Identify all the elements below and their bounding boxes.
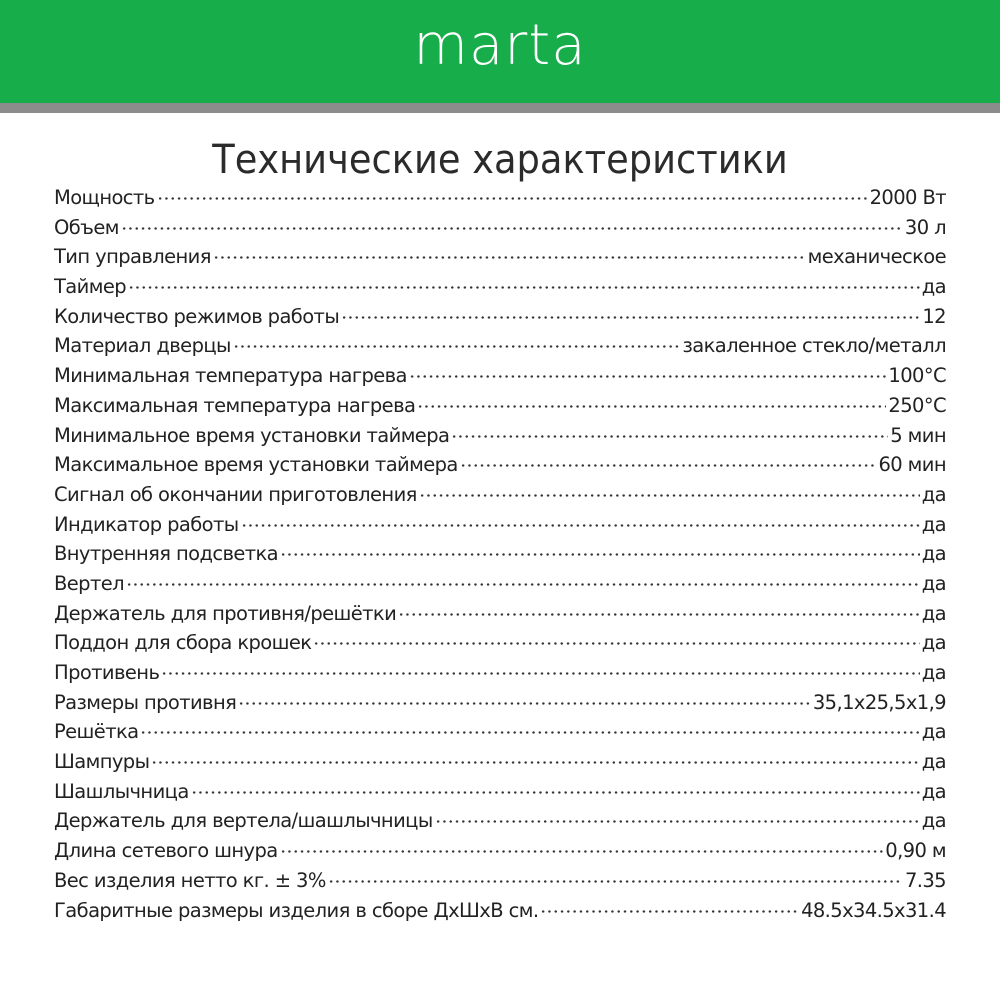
- dot-leader: [191, 791, 920, 794]
- spec-row: [54, 424, 946, 454]
- spec-row: [54, 186, 946, 216]
- spec-label: Вертел: [54, 571, 124, 595]
- spec-label: Вес изделия нетто кг. ± 3%: [54, 868, 326, 892]
- dot-leader: [238, 702, 811, 705]
- spec-row: [54, 839, 946, 869]
- spec-value: да: [921, 275, 946, 299]
- spec-label: Шашлычница: [54, 779, 189, 803]
- spec-label: Шампуры: [54, 750, 150, 774]
- dot-leader: [435, 820, 920, 823]
- spec-value: 5 мин: [890, 423, 946, 447]
- spec-value: да: [921, 750, 946, 774]
- spec-list: [54, 186, 946, 928]
- spec-label: Минимальная температура нагрева: [54, 364, 407, 388]
- spec-value: 100°C: [888, 364, 946, 388]
- spec-label: Противень: [54, 661, 160, 684]
- dot-leader: [280, 850, 884, 853]
- spec-row: [54, 631, 946, 661]
- dot-leader: [451, 435, 888, 438]
- spec-row: [54, 453, 946, 483]
- spec-label: Минимальное время установки таймера: [54, 423, 450, 447]
- spec-value: да: [921, 482, 946, 506]
- spec-label: Материал дверцы: [54, 334, 231, 358]
- spec-label: Внутренняя подсветка: [54, 542, 279, 566]
- spec-label: Габаритные размеры изделия в сборе ДхШхВ см.: [54, 898, 539, 922]
- dot-leader: [409, 375, 887, 378]
- spec-label: Сигнал об окончании приготовления: [54, 482, 417, 506]
- spec-label: Тип управления: [54, 245, 211, 269]
- spec-value: 35,1x25,5x1,9: [812, 690, 946, 714]
- dot-leader: [157, 197, 868, 200]
- spec-row: [54, 245, 946, 275]
- dot-leader: [540, 910, 799, 913]
- dot-leader: [460, 464, 877, 467]
- spec-row: [54, 750, 946, 780]
- spec-row: [54, 542, 946, 572]
- spec-row: [54, 305, 946, 335]
- dot-leader: [161, 672, 919, 675]
- spec-row: [54, 602, 946, 632]
- spec-label: Держатель для вертела/шашлычницы: [54, 809, 433, 833]
- dot-leader: [213, 256, 806, 259]
- dot-leader: [233, 345, 681, 348]
- spec-row: [54, 275, 946, 305]
- dot-leader: [419, 494, 920, 497]
- spec-row: [54, 334, 946, 364]
- spec-value: 0,90 м: [885, 839, 946, 863]
- dot-leader: [128, 286, 920, 289]
- dot-leader: [241, 524, 920, 527]
- brand-header: [0, 0, 1000, 103]
- page-title: Технические характеристики: [212, 137, 788, 183]
- spec-value: да: [921, 779, 946, 803]
- dot-leader: [341, 316, 920, 319]
- dot-leader: [140, 731, 919, 734]
- spec-value: да: [921, 720, 946, 744]
- spec-row: [54, 216, 946, 246]
- spec-value: 7.35: [904, 868, 946, 892]
- dot-leader: [151, 761, 919, 764]
- spec-row: [54, 691, 946, 721]
- spec-value: да: [921, 631, 946, 655]
- spec-label: Количество режимов работы: [54, 304, 340, 328]
- brand-logo: marta: [413, 13, 587, 78]
- spec-label: Максимальное время установки таймера: [54, 453, 458, 477]
- dot-leader: [417, 405, 886, 408]
- header-divider-stripe: [0, 103, 1000, 113]
- spec-value: 48.5x34.5x31.4: [801, 898, 946, 922]
- spec-row: [54, 661, 946, 691]
- spec-label: Поддон для сбора крошек: [54, 631, 312, 655]
- spec-value: 30 л: [904, 215, 946, 239]
- spec-value: да: [921, 661, 946, 684]
- spec-value: закаленное стекло/металл: [682, 334, 946, 358]
- spec-value: 2000 Вт: [869, 186, 946, 209]
- spec-value: да: [921, 571, 946, 595]
- spec-value: да: [921, 601, 946, 625]
- dot-leader: [126, 583, 920, 586]
- spec-row: [54, 394, 946, 424]
- dot-leader: [313, 642, 919, 645]
- spec-row: [54, 780, 946, 810]
- spec-value: да: [921, 512, 946, 536]
- spec-label: Держатель для противня/решётки: [54, 601, 397, 625]
- spec-label: Длина сетевого шнура: [54, 839, 278, 863]
- spec-label: Объем: [54, 215, 119, 239]
- dot-leader: [121, 227, 903, 230]
- dot-leader: [280, 553, 920, 556]
- spec-value: да: [921, 809, 946, 833]
- spec-row: [54, 809, 946, 839]
- spec-value: 60 мин: [878, 453, 946, 477]
- spec-label: Максимальная температура нагрева: [54, 393, 416, 417]
- spec-row: [54, 513, 946, 543]
- spec-row: [54, 483, 946, 513]
- spec-row: [54, 869, 946, 899]
- spec-value: механическое: [807, 245, 946, 269]
- spec-label: Размеры противня: [54, 690, 237, 714]
- spec-value: да: [921, 542, 946, 566]
- spec-row: [54, 572, 946, 602]
- spec-label: Индикатор работы: [54, 512, 239, 536]
- spec-value: 12: [922, 304, 946, 328]
- spec-row: [54, 364, 946, 394]
- spec-value: 250°C: [888, 393, 946, 417]
- spec-row: [54, 720, 946, 750]
- dot-leader: [398, 613, 920, 616]
- dot-leader: [328, 880, 903, 883]
- spec-label: Решётка: [54, 720, 139, 744]
- spec-label: Мощность: [54, 186, 155, 209]
- spec-row: [54, 899, 946, 929]
- spec-label: Таймер: [54, 275, 127, 299]
